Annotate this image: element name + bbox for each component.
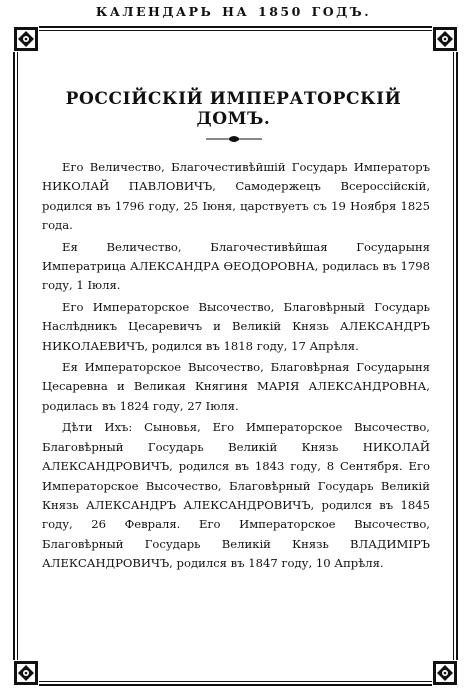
corner-ornament-icon [13, 660, 39, 686]
document-body [42, 158, 430, 576]
corner-ornament-icon [432, 660, 458, 686]
paragraph-emperor: Его Величество, Благочестивѣйшій Государь Императоръ НИКОЛАЙ ПАВЛОВИЧЪ, Самодержецъ Всероссійскій, родился въ 1796 году, 25 Іюня, царствуетъ съ 19 Ноября 1825 года. [42, 160, 430, 233]
corner-ornament-icon [432, 26, 458, 52]
page-title: РОССІЙСКІЙ ИМПЕРАТОРСКІЙ ДОМЪ. [65, 89, 402, 129]
corner-ornament-icon [13, 26, 39, 52]
running-header: КАЛЕНДАРЬ НА 1850 ГОДЪ. [95, 4, 372, 19]
divider-ornament-icon [206, 134, 262, 144]
paragraph-empress: Ея Величество, Благочестивѣйшая Государыня Императрица АЛЕКСАНДРА ѲЕОДОРОВНА, родилась въ 1798 году, 1 Іюля. [42, 239, 430, 293]
paragraph-children: Дѣти Ихъ: Сыновья, Его Императорское Высочество, Благовѣрный Государь Великій Князь НИКОЛАЙ АЛЕКСАНДРОВИЧЪ, родился въ 1843 году, 8 Сентября. Его Императорское Высочество, Благовѣрный Государь Великій Князь АЛЕКСАНДРЪ АЛЕКСАНДРОВИЧЪ, родился въ 1845 году, 26 Февраля. Его Императорское Высочество, Благовѣрный Государь Великій Князь ВЛАДИМІРЪ АЛЕКСАНДРОВИЧЪ, родился въ 1847 году, 10 Апрѣля. [42, 420, 430, 571]
paragraph-heir: Его Императорское Высочество, Благовѣрный Государь Наслѣдникъ Цесаревичъ и Великій Князь АЛЕКСАНДРЪ НИКОЛАЕВИЧЪ, родился въ 1818 году, 17 Апрѣля. [42, 299, 430, 353]
paragraph-tsesarevna: Ея Императорское Высочество, Благовѣрная Государыня Цесаревна и Великая Княгиня МАРІЯ АЛЕКСАНДРОВНА, родилась въ 1824 году, 27 Іюля. [42, 360, 430, 413]
